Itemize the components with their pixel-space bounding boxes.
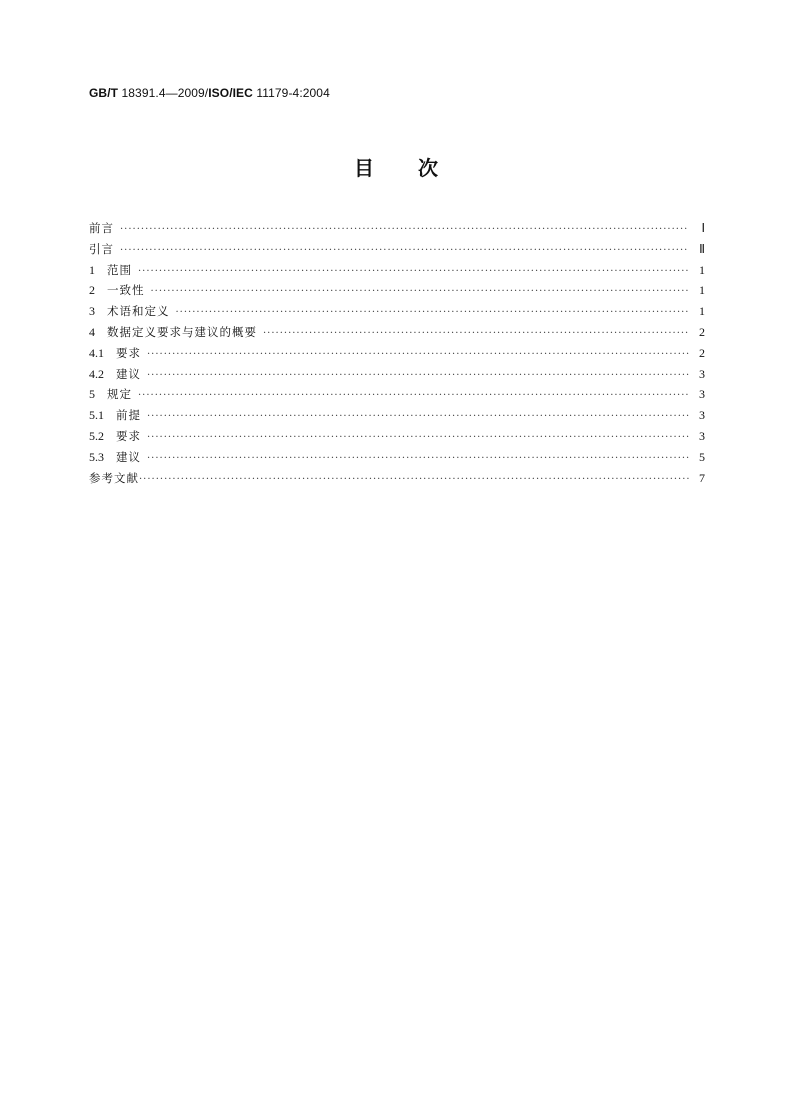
toc-leader-dots: [138, 262, 689, 283]
toc-leader-dots: [120, 220, 689, 241]
standard-code-number: 18391.4—2009/: [118, 86, 209, 100]
toc-entry-5-2[interactable]: [89, 426, 705, 447]
toc-page-number: 3: [699, 366, 705, 381]
toc-page-number: 1: [699, 304, 705, 319]
toc-leader-dots: [147, 428, 689, 449]
standard-code-iso: ISO/IEC: [208, 86, 253, 100]
title-char-2: 次: [418, 156, 438, 180]
toc-entry-label: 参考文献: [89, 470, 139, 485]
toc-entry-label: 范围: [107, 262, 132, 277]
toc-leader-dots: [147, 407, 689, 428]
toc-entry-label: 要求: [116, 428, 141, 443]
toc-entry-introduction[interactable]: [89, 239, 705, 260]
toc-leader-dots: [147, 366, 689, 387]
toc-leader-dots: [120, 241, 689, 262]
toc-page-number: 1: [699, 283, 705, 298]
toc-section-number: 3: [89, 304, 95, 319]
toc-entry-label: 引言: [89, 241, 114, 256]
toc-page-number: Ⅰ: [701, 221, 705, 235]
toc-section-number: 2: [89, 283, 95, 298]
toc-page-number: 7: [699, 470, 705, 485]
toc-entry-4-1[interactable]: [89, 343, 705, 364]
toc-leader-dots: [147, 345, 689, 366]
toc-page-number: 5: [699, 449, 705, 464]
toc-leader-dots: [139, 470, 689, 491]
toc-leader-dots: [176, 303, 690, 324]
toc-page-number: 3: [699, 428, 705, 443]
toc-page-number: Ⅱ: [699, 241, 705, 256]
toc-entry-label: 术语和定义: [107, 304, 170, 319]
toc-page-number: 2: [699, 345, 705, 360]
toc-entry-foreword[interactable]: [89, 218, 705, 239]
standard-code-prefix: GB/T: [89, 86, 119, 100]
standard-code: [89, 86, 330, 100]
page-title: [0, 152, 792, 181]
toc-entry-label: 规定: [107, 387, 132, 402]
toc-entry-4-2[interactable]: [89, 364, 705, 385]
toc-page-number: 1: [699, 262, 705, 277]
toc-leader-dots: [151, 282, 690, 303]
toc-section-number: 1: [89, 262, 95, 277]
toc-section-number: 4: [89, 324, 95, 339]
toc-entry-conformance[interactable]: [89, 280, 705, 301]
toc-leader-dots: [138, 386, 689, 407]
toc-section-number: 4.1: [89, 345, 104, 360]
toc-page-number: 3: [699, 408, 705, 423]
toc-entry-label: 数据定义要求与建议的概要: [107, 324, 257, 339]
toc-entry-bibliography[interactable]: [89, 468, 705, 489]
toc-entry-label: 前言: [89, 221, 114, 235]
toc-page-number: 2: [699, 324, 705, 339]
toc-entry-label: 建议: [116, 366, 141, 381]
toc-entry-label: 建议: [116, 449, 141, 464]
title-char-1: 目: [354, 156, 374, 180]
toc-section-number: 5.2: [89, 428, 104, 443]
toc-entry-terms[interactable]: [89, 301, 705, 322]
toc-section-number: 5: [89, 387, 95, 402]
toc-entry-5-1[interactable]: [89, 405, 705, 426]
toc-entry-label: 要求: [116, 345, 141, 360]
toc-page-number: 3: [699, 387, 705, 402]
toc-entry-5-3[interactable]: [89, 447, 705, 468]
toc-entry-rules[interactable]: [89, 384, 705, 405]
toc-leader-dots: [147, 449, 689, 470]
standard-code-iso-number: 11179-4:2004: [252, 86, 330, 100]
toc-section-number: 5.1: [89, 408, 104, 423]
toc-section-number: 5.3: [89, 449, 104, 464]
toc-leader-dots: [263, 324, 689, 345]
toc-entry-label: 前提: [116, 408, 141, 423]
toc-entry-scope[interactable]: [89, 260, 705, 281]
toc-section-number: 4.2: [89, 366, 104, 381]
toc-entry-summary[interactable]: [89, 322, 705, 343]
table-of-contents: [89, 218, 705, 488]
toc-entry-label: 一致性: [107, 283, 145, 298]
